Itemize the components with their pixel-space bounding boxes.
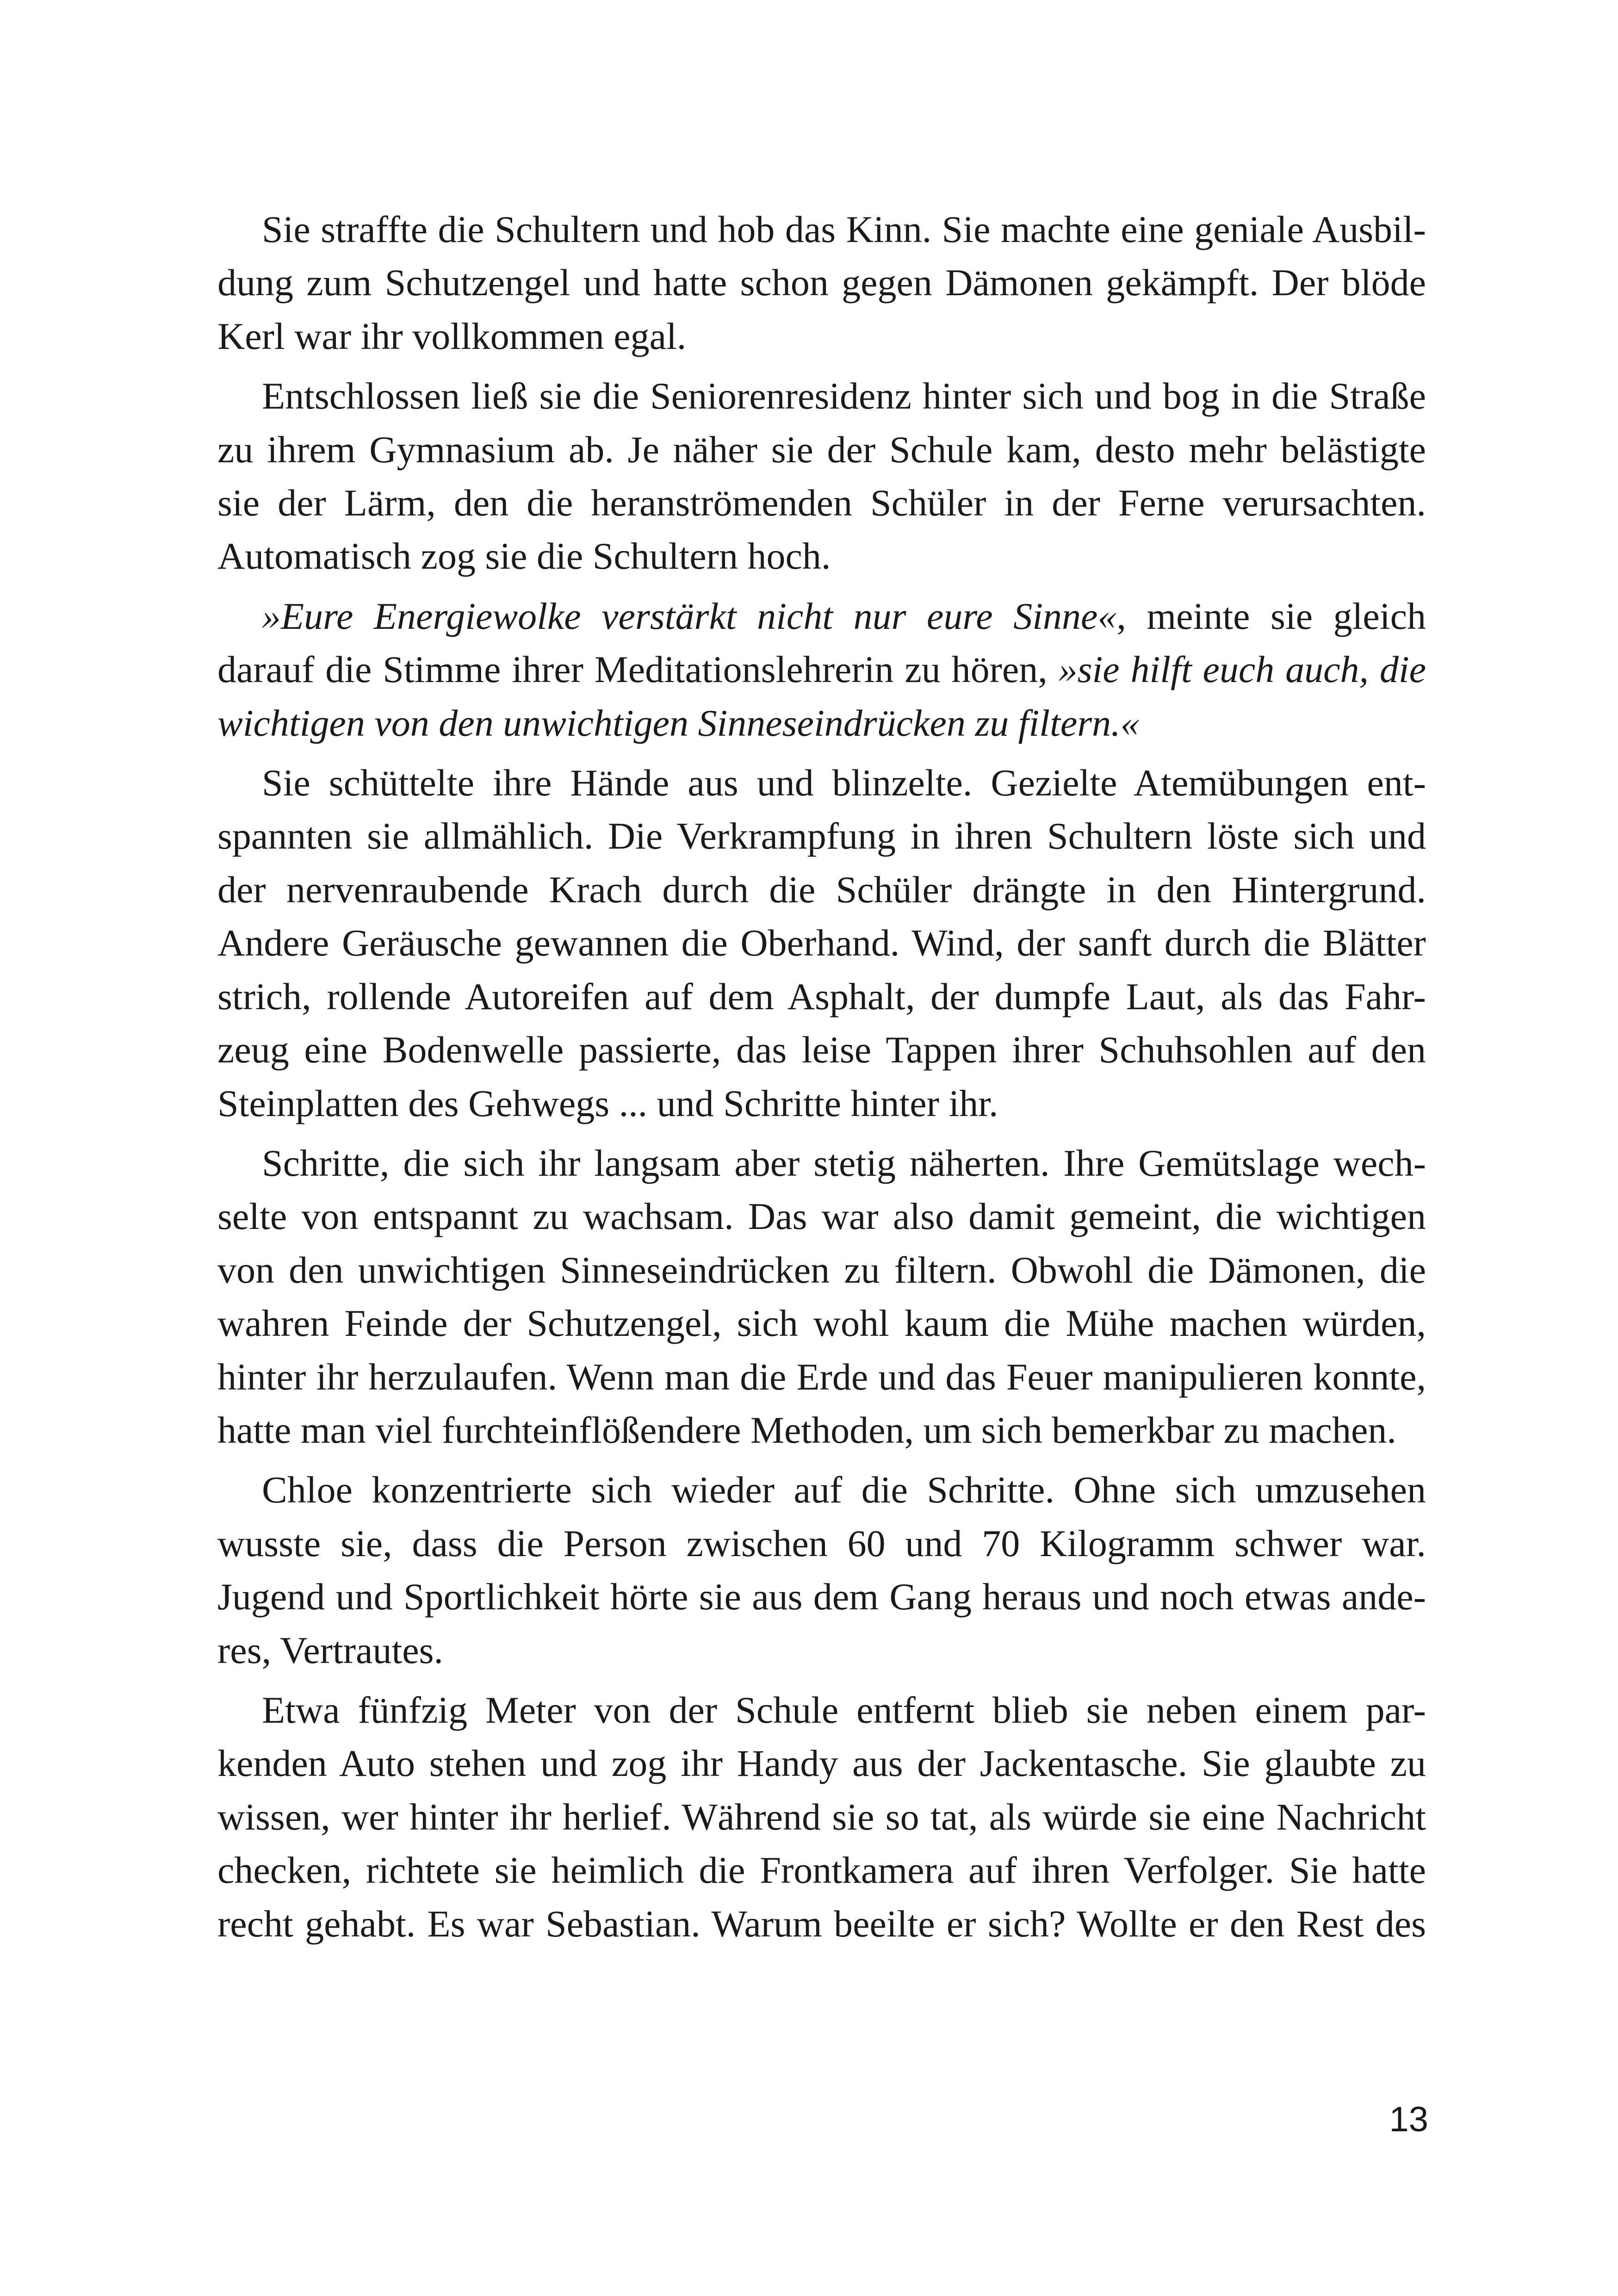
text-line: Sie schüttelte ihre Hände aus und blinzelte. Gezielte Atemübungen ent- <box>262 762 1426 804</box>
text-line: kenden Auto stehen und zog ihr Handy aus der Jackentasche. Sie glaubte zu <box>217 1742 1426 1785</box>
paragraph <box>217 1136 1426 1457</box>
text-line: dung zum Schutzengel und hatte schon gegen Dämonen gekämpft. Der blöde <box>217 261 1426 304</box>
text-line <box>217 643 1426 696</box>
quote-text: »Eure Energiewolke verstärkt nicht nur eure Sinne« <box>262 595 1117 637</box>
paragraph <box>217 1463 1426 1677</box>
paragraph <box>217 756 1426 1130</box>
text-line: Steinplatten des Gehwegs ... und Schritte hinter ihr. <box>217 1082 998 1124</box>
text-line: wahren Feinde der Schutzengel, sich wohl kaum die Mühe machen würden, <box>217 1302 1426 1345</box>
text-line: Chloe konzentrierte sich wieder auf die Schritte. Ohne sich umzusehen <box>262 1469 1426 1511</box>
text-line <box>217 696 1426 750</box>
text-line: strich, rollende Autoreifen auf dem Asphalt, der dumpfe Laut, als das Fahr- <box>217 975 1426 1018</box>
text-line: sie der Lärm, den die heranströmenden Schüler in der Ferne verursachten. <box>217 482 1426 524</box>
narration-text: darauf die Stimme ihrer Meditationslehrerin zu hören, <box>217 648 1059 691</box>
page-number: 13 <box>1389 2100 1428 2139</box>
body-text <box>217 203 1426 1950</box>
text-line: Jugend und Sportlichkeit hörte sie aus dem Gang heraus und noch etwas ande- <box>217 1576 1426 1618</box>
quote-text: »sie hilft euch auch, die <box>1058 648 1426 691</box>
paragraph <box>217 203 1426 363</box>
text-line: Andere Geräusche gewannen die Oberhand. Wind, der sanft durch die Blätter <box>217 922 1426 964</box>
text-line <box>217 590 1426 643</box>
text-line: Kerl war ihr vollkommen egal. <box>217 315 687 357</box>
narration-text: , meinte sie gleich <box>1116 595 1426 637</box>
paragraph <box>217 369 1426 583</box>
text-line: von den unwichtigen Sinneseindrücken zu filtern. Obwohl die Dämonen, die <box>217 1248 1426 1291</box>
text-line: checken, richtete sie heimlich die Frontkamera auf ihren Verfolger. Sie hatte <box>217 1849 1426 1892</box>
text-line: wusste sie, dass die Person zwischen 60 und 70 Kilogramm schwer war. <box>217 1522 1426 1564</box>
text-line: zeug eine Bodenwelle passierte, das leise Tappen ihrer Schuhsohlen auf den <box>217 1029 1426 1071</box>
text-line: Entschlossen ließ sie die Seniorenresidenz hinter sich und bog in die Straße <box>262 375 1426 417</box>
text-line: hatte man viel furchteinflößendere Methoden, um sich bemerkbar zu machen. <box>217 1409 1396 1451</box>
paragraph <box>217 1683 1426 1950</box>
text-line: recht gehabt. Es war Sebastian. Warum beeilte er sich? Wollte er den Rest des <box>217 1902 1426 1945</box>
text-line: zu ihrem Gymnasium ab. Je näher sie der Schule kam, desto mehr belästigte <box>217 428 1426 471</box>
paragraph-quote <box>217 590 1426 750</box>
text-line: der nervenraubende Krach durch die Schüler drängte in den Hintergrund. <box>217 868 1426 911</box>
quote-text: wichtigen von den unwichtigen Sinneseindrücken zu filtern.« <box>217 701 1140 744</box>
text-line: Etwa fünfzig Meter von der Schule entfernt blieb sie neben einem par- <box>262 1688 1426 1731</box>
text-line: spannten sie allmählich. Die Verkrampfung in ihren Schultern löste sich und <box>217 815 1426 857</box>
text-line: hinter ihr herzulaufen. Wenn man die Erde und das Feuer manipulieren konnte, <box>217 1355 1426 1398</box>
text-line: selte von entspannt zu wachsam. Das war also damit gemeint, die wichtigen <box>217 1195 1426 1238</box>
text-line: wissen, wer hinter ihr herlief. Während sie so tat, als würde sie eine Nachricht <box>217 1795 1426 1838</box>
text-line: Automatisch zog sie die Schultern hoch. <box>217 535 831 577</box>
text-line: Sie straffte die Schultern und hob das Kinn. Sie machte eine geniale Ausbil- <box>262 208 1426 250</box>
text-line: Schritte, die sich ihr langsam aber stetig näherten. Ihre Gemütslage wech- <box>262 1142 1426 1184</box>
text-line: res, Vertrautes. <box>217 1629 444 1671</box>
